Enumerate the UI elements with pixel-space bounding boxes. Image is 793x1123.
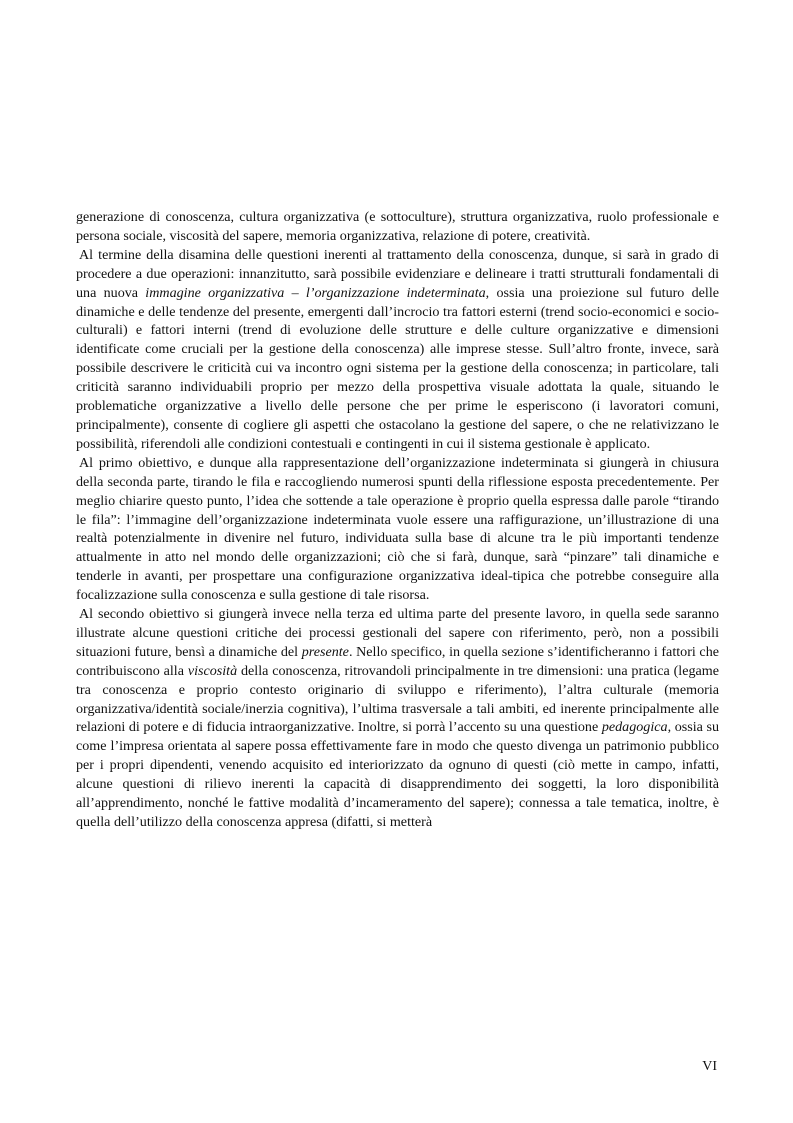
italic-text: pedagogica xyxy=(601,719,668,736)
italic-text: viscosità xyxy=(187,662,238,679)
text-run: . Nello specifico, in quella sezione s’identificheranno i fattori che contribuiscono alla xyxy=(76,643,719,679)
paragraph xyxy=(76,208,719,246)
text-run: , ossia su come l’impresa orientata al sapere possa effettivamente fare in modo che questo divenga un patrimonio pubblico per i propri dipendenti, venendo acquisito ed interiorizzato da ognuno di questi (ciò mette in campo, infatti, alcune questioni di rilievo inerenti la capacità di disapprendimento dei soggetti, la loro disponibilità all’apprendimento, nonché le fattive modalità d’incameramento del sapere); connessa a tale tematica, inoltre, è quella dell’utilizzo della conoscenza appresa (difatti, si metterà xyxy=(76,719,719,830)
page-number: VI xyxy=(702,1059,717,1074)
text-run: Al termine della disamina delle questioni inerenti al trattamento della conoscenza, dunque, si sarà in grado di procedere a due operazioni: innanzitutto, sarà possibile evidenziare e delineare i tratti strutturali fondamentali di una nuova xyxy=(76,246,719,301)
text-run: , ossia una proiezione sul futuro delle dinamiche e delle tendenze del presente, emergenti dall’incrocio tra fattori esterni (trend socio-economici e socio-culturali) e fattori interni (trend di evoluzione delle strutture e delle culture organizzative e dimensioni identificate come cruciali per la gestione della conoscenza) alle imprese stesse. Sull’altro fronte, invece, sarà possibile descrivere le criticità cui va incontro ogni sistema per la gestione della conoscenza; in particolare, tali criticità saranno individuabili proprio per mezzo della prospettiva visuale adottata la quale, situando le problematiche organizzative a livello delle persone che per prime le esperiscono (i lavoratori comuni, principalmente), consente di cogliere gli aspetti che ostacolano la gestione del sapere, o che ne relativizzano le possibilità, riferendoli alle condizioni contestuali e contingenti in cui il sistema gestionale è applicato. xyxy=(76,284,719,452)
paragraph xyxy=(76,454,719,605)
text-run: generazione di conoscenza, cultura organizzativa (e sottoculture), struttura organizzativa, ruolo professionale e persona sociale, viscosità del sapere, memoria organizzativa, relazione di potere, creatività. xyxy=(76,209,719,244)
italic-text: presente xyxy=(301,643,349,660)
paragraph xyxy=(76,605,719,832)
paragraph xyxy=(76,246,719,454)
body-text xyxy=(76,208,719,832)
italic-text: immagine organizzativa – l’organizzazione indeterminata xyxy=(145,284,486,301)
text-run: della conoscenza, ritrovandoli principalmente in tre dimensioni: una pratica (legame tra conoscenza e proprio contesto originario di sviluppo e riferimento), l’altra culturale (memoria organizzativa/identità sociale/inerzia cognitiva), l’ultima trasversale a tali ambiti, ed inerente principalmente alle relazioni di potere e di fiducia intraorganizzative. Inoltre, si porrà l’accento su una questione xyxy=(76,662,719,736)
text-run: Al secondo obiettivo si giungerà invece nella terza ed ultima parte del presente lavoro, in quella sede saranno illustrate alcune questioni critiche dei processi gestionali del sapere con riferimento, però, non a possibili situazioni future, bensì a dinamiche del xyxy=(76,606,719,660)
text-run: Al primo obiettivo, e dunque alla rappresentazione dell’organizzazione indeterminata si giungerà in chiusura della seconda parte, tirando le fila e raccogliendo numerosi spunti della riflessione esposta precedentemente. Per meglio chiarire questo punto, l’idea che sottende a tale operazione è proprio quella espressa dalle parole “tirando le fila”: l’immagine dell’organizzazione indeterminata vuole essere una raffigurazione, un’illustrazione di una realtà potenzialmente in divenire nel futuro, individuata sulla base di alcune tra le più importanti tendenze attualmente in atto nel mondo delle organizzazioni; ciò che si farà, dunque, sarà “pinzare” tali dinamiche e tenderle in avanti, per prospettare una configurazione organizzativa ideal-tipica che potrebbe conseguire alla focalizzazione sulla conoscenza e sulla gestione di tale risorsa. xyxy=(76,454,719,604)
